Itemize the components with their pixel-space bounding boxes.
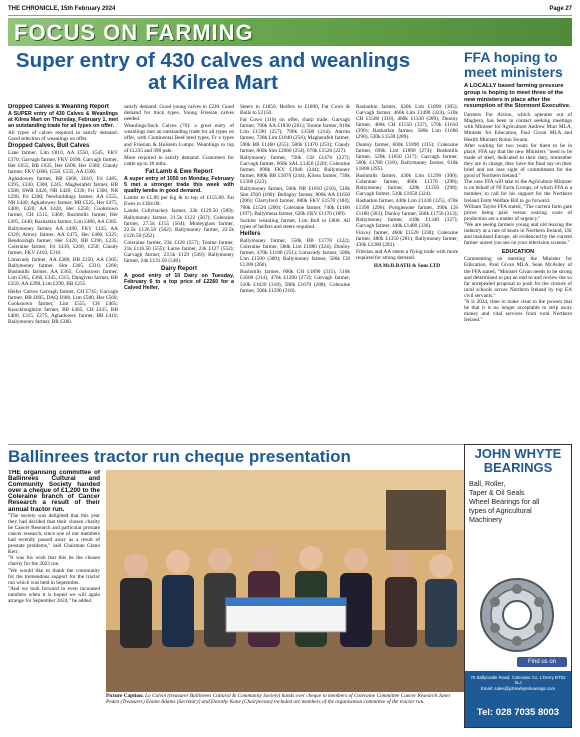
report-lede: A super entry of 1050 on Monday, February 5 met a stronger trade this week with quality lambs in good demand. xyxy=(124,175,234,195)
article-column-2 xyxy=(124,104,234,440)
paragraph: Ballymoney farmer, AA £490, FKV £135, AA £320; Armoy farmer, AA £475, Her £400, £325; Bendooragh farmer, Her £420, BB £390, £235; Coleraine farmer, Fri £410, £260, £250; Claudy farmer, FKV £410, £310. xyxy=(8,225,118,256)
subheading: Heifers xyxy=(240,230,261,237)
report-lede: A SUPER entry of 430 Calves & Weanlings at Kilrea Mart on Thursday, February 1, met an outstanding trade for all types on offer. xyxy=(8,111,118,130)
section-divider xyxy=(8,444,464,445)
section-banner xyxy=(8,18,572,46)
advert-item: Wheel Bearings for all xyxy=(469,497,540,506)
paragraph: Weanlings/Suck Calves (70): a great entry of weanlings met an outstanding trade for all types on offer, with Continental Beef bred types, Fr x types and Friesian & Holstein Lumps. Weanlings to top of £1235 and 390 pale. xyxy=(124,123,234,154)
ffa-headline: FFA hoping to meet ministers xyxy=(464,49,563,80)
paragraph: Coleraine farmer, 23k £128 (557); Toome farmer, 21k £116.50 (555); Larne farmer, 23k £127 (552); Garvagh farmer, 23.5k £129 (549); Ballymoney farmer, 24k £131.50 (548). xyxy=(124,239,234,265)
advert-item: Ball, Roller, xyxy=(469,479,506,488)
paragraph: Steers to £1850, Heifers to £1890, Fat Cows & Bulls to £2150. xyxy=(240,104,350,117)
paragraph: Bushmills farmer, 600k CH £1890 (315), 510k £1600 (314), 470k £1280 (272); Garvagh farmer, 510k £1620 (318), 580k £1670 (288); Coleraine farmer, 500k £1590 (318). xyxy=(240,269,350,294)
paragraph: "It is 2024, time to make clear to the powers that be that it is no longer acceptable to strip away money and vital services from rural Northern Ireland." xyxy=(464,299,572,324)
article-column-1 xyxy=(8,104,118,440)
advert-address: 75 Ballycastle Road, Coleraine Co. L'Derry BT52 2LJ xyxy=(470,675,566,686)
article-signoff: HA McILRATH & Sons LTD xyxy=(373,263,441,270)
paragraph: Farmers For Action, which operates out of Maghera, has been in contact seeking meetings with Minister for Agriculture Andrew Muir MLA, Minister for Education, Paul Givan MLA and Health Minister Robin Swann. xyxy=(464,112,572,143)
paragraph: Fat Cows (110) on offer, sharp trade. Garvagh farmer, 700k AA £1830 (261); Toome farmer, 810k Lim £1590 (257); 790k £1500 (214); Antrim farmer, 720k Lim £1840 (256); Magherafelt farmer, 590k BB £1460 (255); 580k £1470 (253); Claudy farmer, 800k Sim £2060 (254), 670k £1520 (227). xyxy=(240,117,350,154)
paragraph: Lambs Cullybackey farmer, 22k £129.50 (589); Ballymoney farmer, 21.5k £122 (567); Coleraine farmer, 27.5k £155 (564); Moneyglass farmer, 22.5k £126.50 (562); Ballymoney farmer, 22.5k £126.50 (562). xyxy=(124,208,234,239)
paragraph: "It was his wish that this be the chosen charity for the 2023 run. xyxy=(8,555,100,568)
ffa-article xyxy=(464,50,572,440)
report-lede: A good entry of 10 Dairy on Tuesday, February 6 to a top price of £2260 for a Calved Heifer. xyxy=(124,273,234,292)
person-7 xyxy=(385,552,417,647)
paragraph: Bushmills farmer, 430k Lim £1290 (300); Coleraine farmer, 460k £1370 (298); Ballymoney farmer, 420k £1250 (298); Garvagh farmer, 510k £1650 (324). xyxy=(356,173,458,198)
main-headline: Super entry of 430 calves and weanlings at Kilrea Mart xyxy=(15,49,411,94)
advert-item: Machinery xyxy=(469,515,503,524)
advert-item: types of Agricultural xyxy=(469,506,532,515)
paragraph: Lane farmer, Lim £810, AA £550, £545, FKV £370; Garvagh farmer, FKV £690; Garvagh farmer, Her £655, BB £635, Her £600, Her £580; Claudy farmer, FKV £600, £550, £535, AA £500. xyxy=(8,150,118,175)
paragraph: Ballymoney farmer, 550k BB £1770 (322); Coleraine farmer, 580k Lim £1880 (324); Dunloy farmer, 470k £1180 (251); Limavady farmer, 500k Lim £1500 (300); Ballymoney farmer, 500k CH £1300 (260). xyxy=(240,237,350,269)
advert-company-name: JOHN WHYTE BEARINGS xyxy=(474,446,562,475)
paragraph: Rasharkin farmer, 440k Lim £1430 (325), 470k £1390 (296); Portglenone farmer, 390k CH £1180 (303); Dunloy farmer, 560k £1750 (313); Ballymoney farmer, 410k £1340 (327); Garvagh farmer, 440k £1480 (336). xyxy=(356,198,458,229)
paragraph: After waiting for two years for them to be in place, FFA say that the new Ministers "need to be made of steel, dedicated to their duty, remember they are in charge, they have the final say on their brief and not lose sight of commitment for the good of Northern Ireland." xyxy=(464,142,572,180)
advert-address-block xyxy=(467,675,569,691)
cheque-headline: Ballinrees tractor run cheque presentation xyxy=(8,447,351,466)
paragraph: Rasharkin farmer, 620k Lim £1890 (305); Garvagh farmer, 460k Lim £1490 (324), 510k CH £1580 (310), 460k £1330 (289); Dunloy farmer, 460k CH £1550 (337), 570k £1650 (290); Rasharkin farmer, 580k Lim £1680 (290), 530k £1530 (289). xyxy=(356,104,458,141)
paragraph: Heifer Calves Garvagh farmer, CH £745; Garvagh farmer, BB £695, DAQ £600, Lim £580, Her £560; Cookstown farmer, Lim £555, CH £465; Knockloughrim farmer, BB £465, CH £435, BB £400, £315, £275; Aghadowey farmer, BB £410; Ballymoney farmer, BB £380. xyxy=(8,288,118,325)
john-whyte-bearings-advert xyxy=(464,444,572,728)
paper-date: THE CHRONICLE, 15th February 2024 xyxy=(8,6,116,12)
paragraph: Suckler weanling farmer, Lim Bull to £800. All types of heifers and steers required. xyxy=(240,217,350,230)
paragraph: satisfy demand. Good young calves to £220. Good demand for thick types. Young Friesian calves needed. xyxy=(124,104,234,123)
bearing-icon xyxy=(477,575,557,655)
caption-text: Lo Calvin (treasurer Ballinrees Cultural & Community Society) hands over cheque to members of Coleraine Committee Cancer Research Janet Peden (Treasurer) Elaine Adams (Secretary) and Dorothy Kane (Chairperson) included are members of the organisation committee of the tractor run. xyxy=(106,693,450,706)
paragraph: Ballymoney farmer, 720k CH £1470 (227); Garvagh farmer, 660k SAL £1450 (220); Coleraine farmer, 890k FKV £1940 (244); Ballymoney farmer, 800k BB £1870 (244); Kilrea farmer, 730k £1300 (223). xyxy=(240,154,350,186)
photo-caption xyxy=(106,693,464,705)
cheque-article xyxy=(8,470,100,728)
person-2 xyxy=(162,550,194,647)
facebook-badge: Find us on xyxy=(517,657,567,667)
paragraph: Lambs to £1.89 per Kg & to top of £155.00. Fat Ewes to £164.00. xyxy=(124,195,234,208)
paragraph: All types of calves required to satisfy demand. Good selection of weanlings on offer. xyxy=(8,130,118,143)
paragraph: "We are seeing farmers young and old leaving the industry at a rate of knots in Northern Ireland, UK and mainland Europe, all evidenced by the current farmer unrest you see on your television screens." xyxy=(464,221,572,247)
section-title: FOCUS ON FARMING xyxy=(14,20,254,45)
ffa-subheading: EDUCATION xyxy=(501,249,535,256)
advert-footer xyxy=(465,671,571,727)
paragraph: "We would like to thank the community for the tremendous support for the tractor run which was held in September. xyxy=(8,567,100,586)
masthead xyxy=(8,4,572,16)
advert-telephone: Tel: 028 7035 8003 xyxy=(476,707,560,718)
article-column-3 xyxy=(240,104,350,440)
cheque-lede: THE organising committee of Ballinrees Cultural and Community Society handed over a cheque of £1,200 to the Coleraine branch of Cancer Research a result of their annual tractor run. xyxy=(8,470,100,513)
ffa-body xyxy=(464,112,572,323)
person-8 xyxy=(425,554,457,647)
paragraph: More required to satisfy demand. Customers for cattle up to 18 mths. xyxy=(124,154,234,167)
paragraph: Limavady farmer, AA £380, BB £250, AA £305; Ballymoney farmer, Sim £365, £310, £260; Bushmills farmer, AA £365; Cookstown farmer, Lim £365, £360, £345, £315; Dungiven farmer, BB £350, AA £290, Lim £290, BB £255. xyxy=(8,257,118,288)
paragraph: Dunloy farmer, 600k £1890 (315); Coleraine farmer, 690k Lim £1890 (274); Bushmills farmer, 520k £1650 (317); Garvagh farmer, 560k £1780 (318); Ballymoney farmer, 610k £1800 (295). xyxy=(356,141,458,172)
paragraph: Commenting on meeting the Minister for Education, Paul Givan MLA, Sean McAuley of the FFA stated, "Minister Givan needs to be strong and determined to put an end to and review the so far unrepealed proposal to push for the closure of rural schools across Northern Ireland by top EA civil servants." xyxy=(464,256,572,299)
page-number: Page 27 xyxy=(549,6,572,12)
subheading: Fat Lamb & Ewe Report xyxy=(145,168,213,175)
photo-illustration xyxy=(106,470,464,692)
person-1 xyxy=(120,553,152,648)
paragraph: Aghadowey farmer, BB £600, £610, Fri £485, £395, £330, £300, £245; Magherafelt farmer, BB £580, SWR £420, NR £420, £330, Fri £300, NR £290, Fri £200; Newbuildings farmer, AA £555, NR £440; Aghadowey farmer, BB £525, Her £475, £400, £420, AA £420, Her £250; Cookstown farmer, CH £515, £460; Bushmills farmer, Her £495, £440; Rasharkin farmer, Lim £480, AA £385. xyxy=(8,175,118,225)
caption-label: Picture Caption: xyxy=(106,693,144,699)
cheque-presentation-photo xyxy=(106,470,464,692)
advert-email: Email: sales@johnwhytebearings.com xyxy=(480,685,556,691)
advert-product-list xyxy=(469,479,569,524)
photo-frame xyxy=(386,490,446,550)
paragraph: Finvoy farmer, 460k £1520 (330); Coleraine farmer, 480k £1350 (281); Ballymoney farmer, 430k £1260 (293). xyxy=(356,229,458,249)
subheading: Dropped Calves, Bull Calves xyxy=(8,143,90,150)
ffa-lede: A LOCALLY based farming pressure group is hoping to meet three of the new ministers in place after the resumption of the Stormont Executive. xyxy=(464,83,571,110)
paragraph: The case FFA will take to the Agriculture Minister is on behalf of NI Farm Groups, of which FFA is a member, to call for his support for the Northern Ireland Farm Welfare Bill to go forward. xyxy=(464,179,572,204)
cheque-header-band xyxy=(226,598,346,606)
advert-item: Taper & Oil Seals xyxy=(469,488,525,497)
paragraph: Ballymoney farmer, 500k NR £1050 (210), 510k Sim £920 (180); Bellaghy farmer, 800k AA £1650 (206); Glarryford farmer, 880k FKV £1570 (184), 760k £1520 (200); Coleraine farmer, 740k £1460 (197); Ballymena farmer, 620k FKV £1170 (189). xyxy=(240,186,350,217)
paragraph: "The society was delighted that this year they had decided that their chosen charity be Cancer Research and particular prostate cancer research, since one of our members had recently passed away as a result of prostate problems," said Chairman Glenn Kerr. xyxy=(8,512,100,556)
paragraph: Friesian and AA steers a flying trade with more required for strong demand. xyxy=(356,249,458,262)
paragraph: William Taylor FFA stated, "The current farm gate prices being paid versus soaring costs of production are a matter of urgency." xyxy=(464,203,572,222)
subheading: Dairy Report xyxy=(160,266,197,273)
report-heading: Dropped Calves & Weanling Report xyxy=(8,104,109,110)
paragraph: "And we look forward to even increased numbers when it is hoped we will again arrange for September 2024," he added. xyxy=(8,585,100,604)
article-column-4 xyxy=(356,104,458,440)
